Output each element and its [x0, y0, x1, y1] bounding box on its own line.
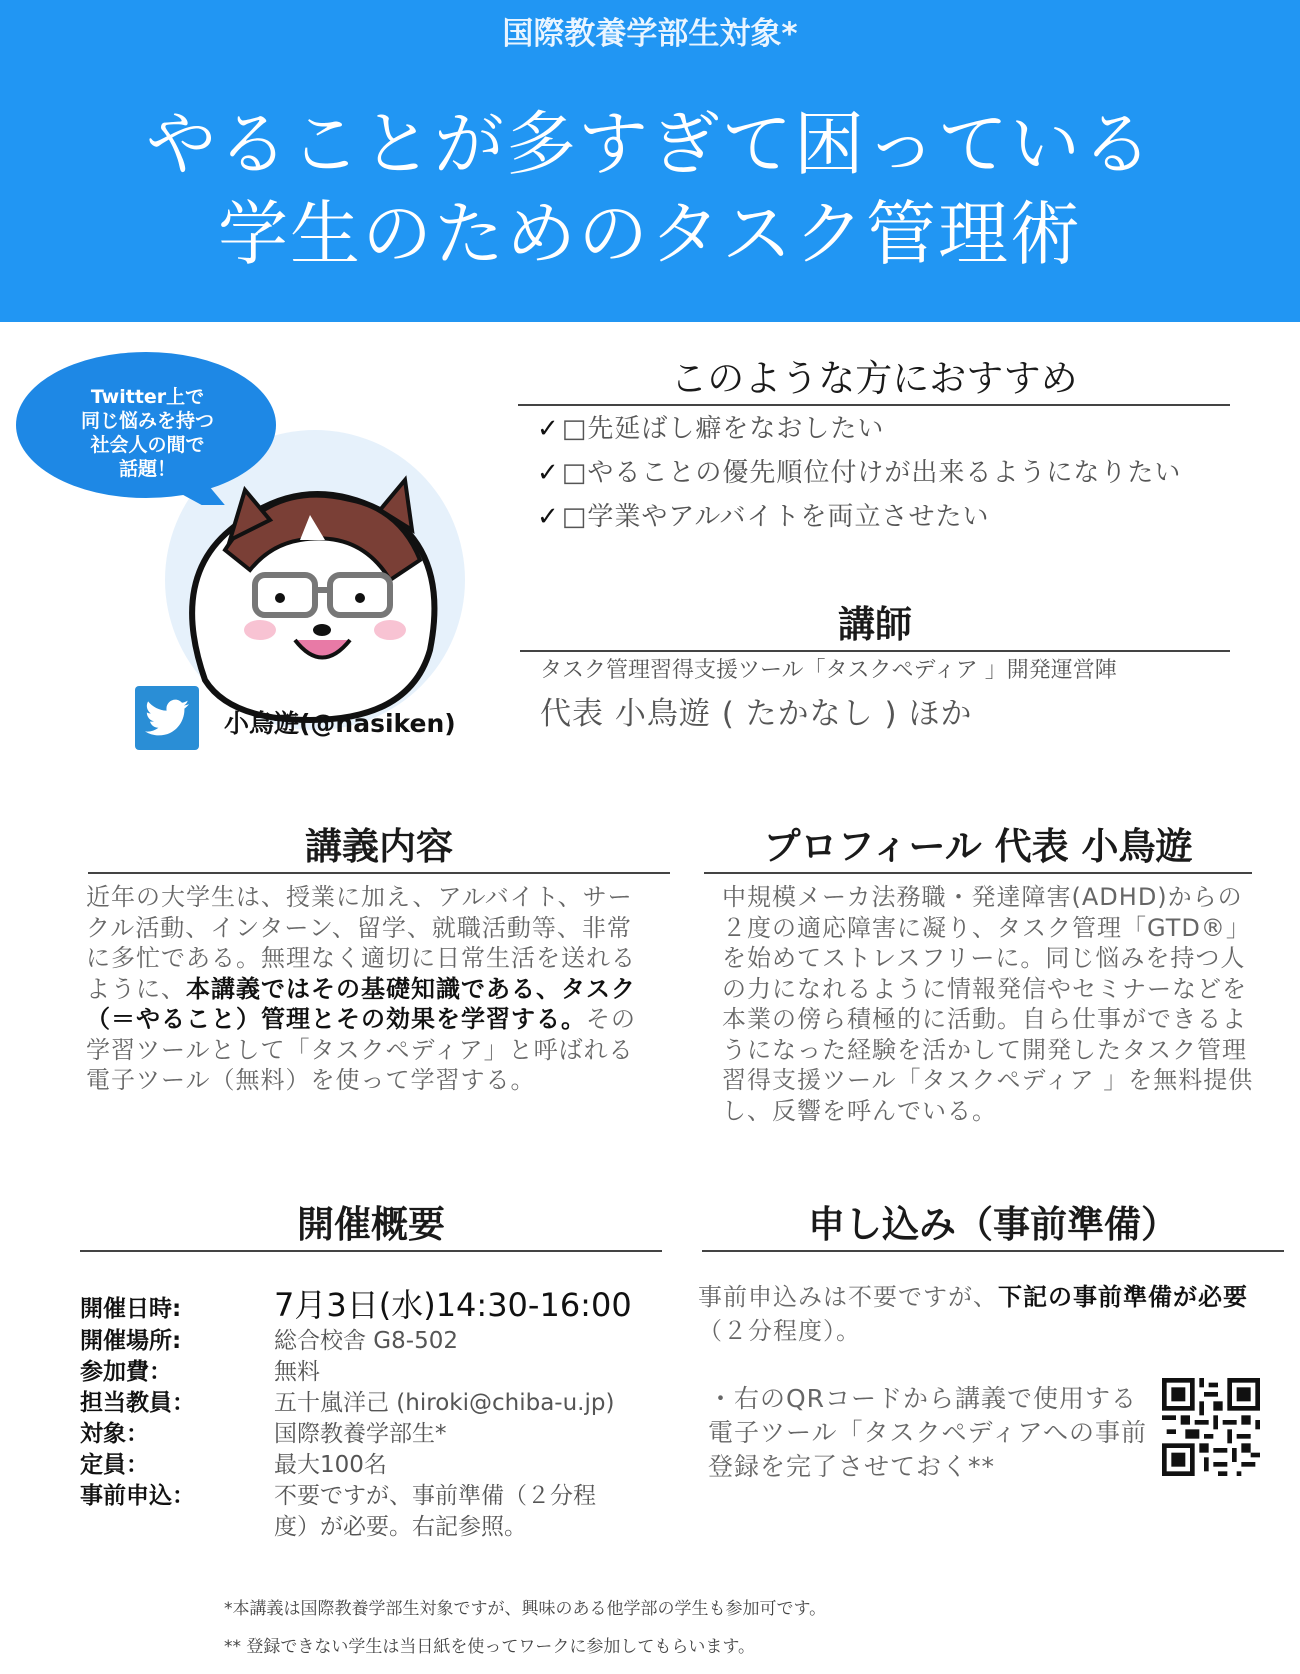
- profile-description: 中規模メーカ法務職・発達障害(ADHD)からの２度の適応障害に凝り、タスク管理「GTD®」を始めてストレスフリーに。同じ悩みを持つ人の力になれるように情報発信やセミナーなどを本業の傍ら積極的に活動。自ら仕事ができるようになった経験を活かして開発したタスク管理習得支援ツール「タスクペディア 」を無料提供し、反響を呼んでいる。: [722, 883, 1254, 1125]
- qr-code-icon[interactable]: [1162, 1378, 1260, 1476]
- twitter-icon[interactable]: [135, 686, 199, 750]
- lecture-heading: 講義内容: [88, 816, 670, 874]
- detail-fee: 無料: [274, 1359, 320, 1385]
- apply-heading: 申し込み（事前準備）: [702, 1194, 1284, 1252]
- lecturer-heading: 講師: [520, 594, 1230, 652]
- apply-qr-instruction: ・右のQRコードから講義で使用する電子ツール「タスクペディアへの事前登録を完了させておく**: [708, 1384, 1148, 1481]
- detail-label: 開催日時:: [80, 1296, 182, 1322]
- detail-target: 国際教養学部生*: [274, 1421, 447, 1447]
- footnote: ** 登録できない学生は当日紙を使ってワークに参加してもらいます。: [224, 1637, 756, 1657]
- footnote: *本講義は国際教養学部生対象ですが、興味のある他学部の学生も参加可です。: [224, 1599, 827, 1619]
- detail-capacity: 最大100名: [274, 1452, 387, 1478]
- overview-heading: 開催概要: [80, 1194, 662, 1252]
- detail-label: 担当教員：: [80, 1390, 195, 1416]
- detail-registration-cont: 度）が必要。右記参照。: [274, 1514, 527, 1540]
- lecturer-organization: タスク管理習得支援ツール「タスクペディア 」開発運営陣: [540, 658, 1117, 683]
- speech-bubble-text: Twitter上で 同じ悩みを持つ 社会人の間で 話題！: [80, 386, 214, 480]
- page-title-line1: やることが多すぎて困っている: [146, 103, 1154, 185]
- profile-heading: プロフィール 代表 小鳥遊: [704, 816, 1252, 874]
- detail-label: 対象：: [80, 1421, 149, 1447]
- detail-venue: 総合校舎 G8-502: [274, 1328, 458, 1354]
- detail-label: 定員：: [80, 1452, 149, 1478]
- lecturer-name: 代表 小鳥遊 ( たかなし ) ほか: [540, 696, 973, 732]
- recommend-heading: このような方におすすめ: [518, 348, 1230, 406]
- lecture-description: 近年の大学生は、授業に加え、アルバイト、サークル活動、インターン、留学、就職活動等、非常に多忙である。無理なく適切に日常生活を送れるように、本講義ではその基礎知識である、タスク（＝やること）管理とその効果を学習する。その学習ツールとして「タスクペディア」と呼ばれる電子ツール（無料）を使って学習する。: [86, 883, 636, 1094]
- detail-registration: 不要ですが、事前準備（２分程: [274, 1483, 596, 1509]
- recommend-item: ✓□学業やアルバイトを両立させたい: [537, 502, 990, 532]
- detail-label: 事前申込：: [80, 1483, 195, 1509]
- detail-label: 開催場所:: [80, 1328, 182, 1354]
- recommend-item: ✓□先延ばし癖をなおしたい: [537, 414, 885, 444]
- detail-label: 参加費：: [80, 1359, 172, 1385]
- detail-teacher: 五十嵐洋己 (hiroki@chiba-u.jp): [274, 1390, 615, 1416]
- twitter-handle: 小鳥遊(@nasiken): [224, 709, 456, 738]
- detail-date: 7月3日(水)14:30-16:00: [274, 1286, 632, 1324]
- apply-description: 事前申込みは不要ですが、下記の事前準備が必要（２分程度）。: [698, 1283, 1248, 1345]
- page-title-line2: 学生のためのタスク管理術: [218, 193, 1082, 275]
- target-audience-label: 国際教養学部生対象*: [502, 16, 798, 52]
- recommend-item: ✓□やることの優先順位付けが出来るようになりたい: [537, 458, 1182, 488]
